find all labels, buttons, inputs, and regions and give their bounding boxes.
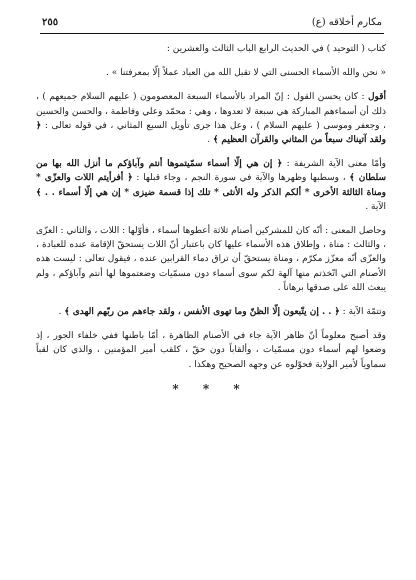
emphasis-text: ﴿ ولقد آتيناك سبعاً من المثاني والقرآن العظيم ﴾ [36, 120, 386, 146]
body-text-segment: وأمّا معنى الآية الشريفة : [282, 159, 386, 170]
running-title: مكارم أخلاقه (ع) [311, 17, 382, 28]
emphasis-text: ﴿ أفرأيتم اللات والعزّى * ومناة الثالثة الأخرى * ألكم الذكر وله الأنثى * تلك إذا قسمة ضيزى * إن هي إلّا أسماء . . ﴾ [36, 173, 386, 198]
body-text-segment: ، وسطبها وظهرها والآية في سورة النجم ، وجاء قبلها : [132, 173, 350, 184]
body-text-segment: وقد أصبح معلوماً أنّ ظاهر الآية جاء في الأصنام الظاهرة ، أمّا باطنها ففي خلفاء الجور ، إذ وضعوا لهم أسماء دون مسمّيات ، وألقاباً دون حقّ ، كلقب أمير المؤمنين ، والذي كان لقباً سماوياً لأمير الولاية فحوّلوه عن وجهه الصحيح وهكذا . [36, 331, 386, 370]
section-end-marks: * * * [172, 381, 250, 396]
body-text-segment: « نحن والله الأسماء الحسنى التي لا تقبل الله من العباد عملاً إلّا بمعرفتنا » . [105, 68, 386, 79]
body-text-segment: . [58, 307, 65, 318]
paragraph [36, 224, 386, 295]
body-text-segment: وحاصل المعنى : أنّه كان للمشركين أصنام ثلاثة أعطوها أسماء ، فأوّلها : اللات ، والثاني : العزّى ، والثالث : مناة ، وإطلاق هذه الأسماء عليها كان باعتبار أنّ اللات يستحقّ الإقامة عنده للعبادة ، والعزّى أنّه معزّز مكرّم ، ومناة يستحقّ أن تراق دماء القرابين عنده ، فيقول تعالى : ليست هذه الأصنام التي اتّخذتم منها آلهة لكم سوى أسماء دون مسمّيات وضعتموها لها أنتم وآباؤكم ، ولم يبعث الله على صدقها برهاناً . [36, 226, 386, 293]
body-text-segment: وتتمّة الآية : [339, 307, 386, 318]
emphasis-text: ﴿ . . إن يتّبعون إلّا الظنّ وما تهوى الأنفس ، ولقد جاءهم من ربّهم الهدى ﴾ [64, 307, 340, 318]
page-number: ٢٥٥ [42, 17, 59, 28]
emphasis-text: أقول [368, 92, 386, 103]
paragraph [36, 90, 386, 147]
body-text-segment: كتاب ( التوحيد ) في الحديث الرابع الباب الثالث والعشرين : [166, 44, 386, 54]
paragraph [36, 66, 386, 80]
running-header [42, 14, 382, 32]
header-divider [40, 33, 384, 34]
paragraph [36, 329, 386, 372]
body-text-segment: : كان يحسن القول : إنّ المراد بالأسماء السبعة المعصومون ( عليهم السلام جميعهم ) ، ذلك أن أسماءهم المباركة هي سبعة لا تعدوها ، وهي : محمّد وعلي وفاطمة ، والحسن والحسين ، وجعفر وموسى ( عليهم السلام ) ، وعل هذا جرى تأويل السبع المثاني ، في قوله تعالى : [36, 92, 386, 131]
emphasis-text: ﴿ إن هي إلّا أسماء سمّيتموها أنتم وآباؤكم ما أنزل الله بها من سلطان ﴾ [36, 159, 386, 184]
paragraph [36, 305, 386, 319]
body-text-segment: . [207, 135, 214, 146]
paragraph [36, 157, 386, 214]
paragraph [36, 42, 386, 56]
body-text-segment: الآية . [365, 201, 386, 212]
body-text [36, 42, 386, 396]
